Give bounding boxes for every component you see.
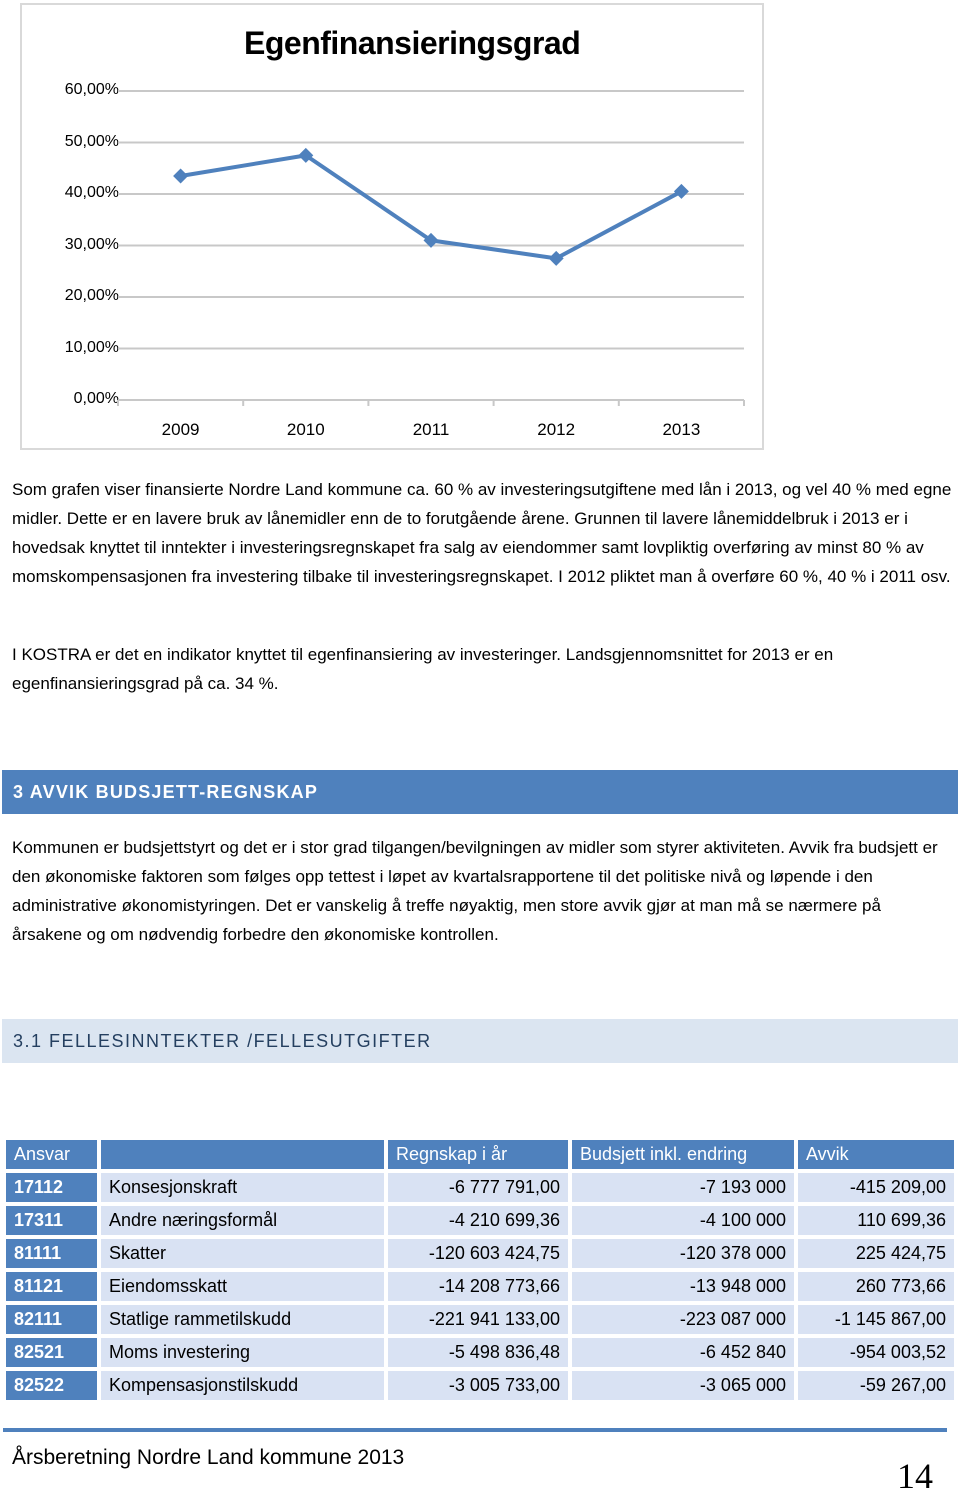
header-regnskap: Regnskap i år bbox=[388, 1140, 568, 1169]
table-row bbox=[6, 1206, 954, 1235]
header-ansvar: Ansvar bbox=[6, 1140, 97, 1169]
cell-budsjett: -6 452 840 bbox=[572, 1338, 794, 1367]
y-tick-label: 0,00% bbox=[73, 390, 119, 407]
table-header-row bbox=[6, 1140, 954, 1169]
chart-plot-area bbox=[22, 5, 762, 448]
cell-regnskap: -4 210 699,36 bbox=[388, 1206, 568, 1235]
cell-avvik: 110 699,36 bbox=[798, 1206, 954, 1235]
x-tick-label: 2012 bbox=[537, 420, 576, 439]
budget-table bbox=[2, 1136, 958, 1404]
header-budsjett: Budsjett inkl. endring bbox=[572, 1140, 794, 1169]
cell-avvik: 260 773,66 bbox=[798, 1272, 954, 1301]
chart-title: Egenfinansieringsgrad bbox=[244, 25, 581, 61]
cell-regnskap: -221 941 133,00 bbox=[388, 1305, 568, 1334]
cell-avvik: -59 267,00 bbox=[798, 1371, 954, 1400]
cell-description: Konsesjonskraft bbox=[101, 1173, 384, 1202]
cell-avvik: -1 145 867,00 bbox=[798, 1305, 954, 1334]
data-point-marker bbox=[173, 168, 188, 183]
cell-ansvar: 81111 bbox=[6, 1239, 97, 1268]
cell-description: Andre næringsformål bbox=[101, 1206, 384, 1235]
table-row bbox=[6, 1305, 954, 1334]
cell-regnskap: -120 603 424,75 bbox=[388, 1239, 568, 1268]
cell-budsjett: -13 948 000 bbox=[572, 1272, 794, 1301]
header-avvik: Avvik bbox=[798, 1140, 954, 1169]
cell-ansvar: 17112 bbox=[6, 1173, 97, 1202]
section-3-heading: 3 AVVIK BUDSJETT-REGNSKAP bbox=[2, 770, 958, 814]
cell-ansvar: 82521 bbox=[6, 1338, 97, 1367]
x-tick-label: 2013 bbox=[662, 420, 701, 439]
x-tick-label: 2010 bbox=[286, 420, 325, 439]
cell-ansvar: 82522 bbox=[6, 1371, 97, 1400]
x-tick-label: 2011 bbox=[412, 420, 450, 439]
kostra-paragraph: I KOSTRA er det en indikator knyttet til egenfinansiering av investeringer. Landsgjennomsnittet for 2013 er en egenfinansieringsgrad på ca. 34 %. bbox=[12, 645, 834, 693]
table-row bbox=[6, 1239, 954, 1268]
y-tick-label: 60,00% bbox=[64, 81, 119, 98]
cell-avvik: -954 003,52 bbox=[798, 1338, 954, 1367]
cell-budsjett: -120 378 000 bbox=[572, 1239, 794, 1268]
data-point-marker bbox=[549, 251, 564, 266]
y-tick-label: 10,00% bbox=[64, 338, 119, 356]
x-tick-label: 2009 bbox=[161, 420, 200, 439]
cell-description: Eiendomsskatt bbox=[101, 1272, 384, 1301]
cell-budsjett: -7 193 000 bbox=[572, 1173, 794, 1202]
footer-rule bbox=[3, 1428, 947, 1432]
section-3-paragraph: Kommunen er budsjettstyrt og det er i stor grad tilgangen/bevilgningen av midler som styrer aktiviteten. Avvik fra budsjett er den økonomiske faktoren som følges opp tettest i løpet av kvartalsrapportene til det politiske nivå og løpende i den administrative økonomistyringen. Det er vanskelig å treffe nøyaktig, men store avvik gjør at man må se nærmere på årsakene og om nødvendig forbedre den økonomiske kontrollen. bbox=[12, 838, 938, 944]
table-row bbox=[6, 1338, 954, 1367]
cell-ansvar: 17311 bbox=[6, 1206, 97, 1235]
y-tick-label: 40,00% bbox=[64, 184, 119, 201]
footer-title: Årsberetning Nordre Land kommune 2013 bbox=[12, 1446, 405, 1469]
y-tick-label: 20,00% bbox=[64, 287, 119, 304]
cell-budsjett: -4 100 000 bbox=[572, 1206, 794, 1235]
cell-regnskap: -14 208 773,66 bbox=[388, 1272, 568, 1301]
data-point-marker bbox=[674, 184, 689, 199]
cell-budsjett: -3 065 000 bbox=[572, 1371, 794, 1400]
cell-ansvar: 82111 bbox=[6, 1305, 97, 1334]
cell-regnskap: -6 777 791,00 bbox=[388, 1173, 568, 1202]
y-tick-label: 30,00% bbox=[64, 235, 119, 253]
table-row bbox=[6, 1272, 954, 1301]
section-3-1-heading: 3.1 FELLESINNTEKTER /FELLESUTGIFTER bbox=[2, 1019, 958, 1063]
cell-ansvar: 81121 bbox=[6, 1272, 97, 1301]
cell-description: Skatter bbox=[101, 1239, 384, 1268]
header-description bbox=[101, 1140, 384, 1169]
cell-regnskap: -5 498 836,48 bbox=[388, 1338, 568, 1367]
page-number: 14 bbox=[897, 1456, 933, 1496]
table-row bbox=[6, 1371, 954, 1400]
chart-egenfinansieringsgrad bbox=[20, 3, 764, 450]
cell-budsjett: -223 087 000 bbox=[572, 1305, 794, 1334]
cell-avvik: -415 209,00 bbox=[798, 1173, 954, 1202]
chart-description-paragraph: Som grafen viser finansierte Nordre Land kommune ca. 60 % av investeringsutgiftene med lån i 2013, og vel 40 % med egne midler. Dette er en lavere bruk av lånemidler enn de to forutgående årene. Grunnen til lavere lånemiddelbruk i 2013 er i hovedsak knyttet til inntekter i investeringsregnskapet fra salg av eiendommer samt lovpliktig overføring av minst 80 % av momskompensasjonen fra investering tilbake til investeringsregnskapet. I 2012 pliktet man å overføre 60 %, 40 % i 2011 osv. bbox=[12, 480, 952, 586]
cell-description: Moms investering bbox=[101, 1338, 384, 1367]
table-row bbox=[6, 1173, 954, 1202]
cell-description: Statlige rammetilskudd bbox=[101, 1305, 384, 1334]
y-tick-label: 50,00% bbox=[64, 132, 119, 150]
cell-avvik: 225 424,75 bbox=[798, 1239, 954, 1268]
cell-regnskap: -3 005 733,00 bbox=[388, 1371, 568, 1400]
cell-description: Kompensasjonstilskudd bbox=[101, 1371, 384, 1400]
